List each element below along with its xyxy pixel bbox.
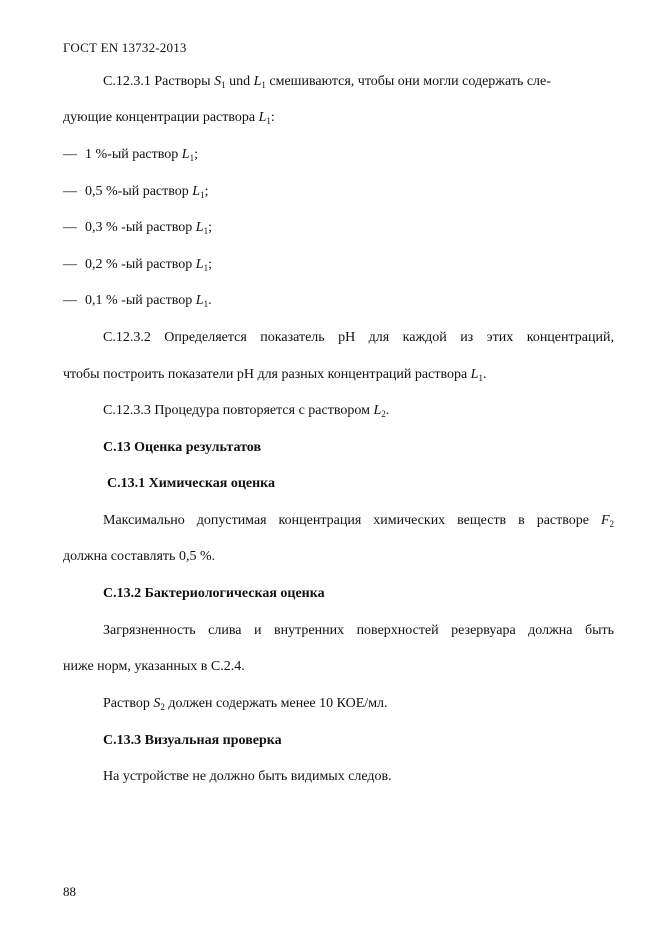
- paragraph-max-concentration-line2: должна составлять 0,5 %.: [63, 549, 216, 564]
- paragraph-c12-3-1-line2: дующие концентрации раствора $L_1$:: [63, 110, 275, 126]
- page-number: 88: [63, 884, 76, 899]
- section-heading-c13: С.13 Оценка результатов: [103, 440, 261, 455]
- section-heading-c13-3: С.13.3 Визуальная проверка: [103, 733, 282, 748]
- list-item: — 1 %-ый раствор $L_1$;: [63, 147, 198, 163]
- paragraph-c12-3-3: С.12.3.3 Процедура повторяется с раствором $L_2$.: [103, 403, 390, 419]
- paragraph-solution-s2: Раствор $S_2$ должен содержать менее 10 КОЕ/мл.: [103, 696, 388, 712]
- section-heading-c13-1: С.13.1 Химическая оценка: [107, 476, 276, 491]
- paragraph-c12-3-1-line1: С.12.3.1 Растворы $S_1$ und $L_1$ смешиваются, чтобы они могли содержать сле-: [103, 74, 551, 90]
- list-item: — 0,5 %-ый раствор $L_1$;: [63, 184, 209, 200]
- paragraph-c12-3-2-line1: С.12.3.2 Определяется показатель pH для каждой из этих концентраций,: [103, 330, 614, 345]
- paragraph-max-concentration-line1: Максимально допустимая концентрация химических веществ в растворе $F_2$: [103, 513, 614, 529]
- paragraph-c12-3-2-line2: чтобы построить показатели pH для разных концентраций раствора $L_1$.: [63, 367, 487, 383]
- paragraph-contamination-line1: Загрязненность слива и внутренних поверхностей резервуара должна быть: [103, 623, 614, 638]
- document-code-header: ГОСТ EN 13732-2013: [63, 40, 187, 55]
- list-item: — 0,2 % -ый раствор $L_1$;: [63, 257, 212, 273]
- paragraph-contamination-line2: ниже норм, указанных в С.2.4.: [63, 659, 245, 674]
- list-item: — 0,3 % -ый раствор $L_1$;: [63, 220, 212, 236]
- list-item: — 0,1 % -ый раствор $L_1$.: [63, 293, 212, 309]
- paragraph-visual-check: На устройстве не должно быть видимых следов.: [103, 769, 392, 784]
- section-heading-c13-2: С.13.2 Бактериологическая оценка: [103, 586, 325, 601]
